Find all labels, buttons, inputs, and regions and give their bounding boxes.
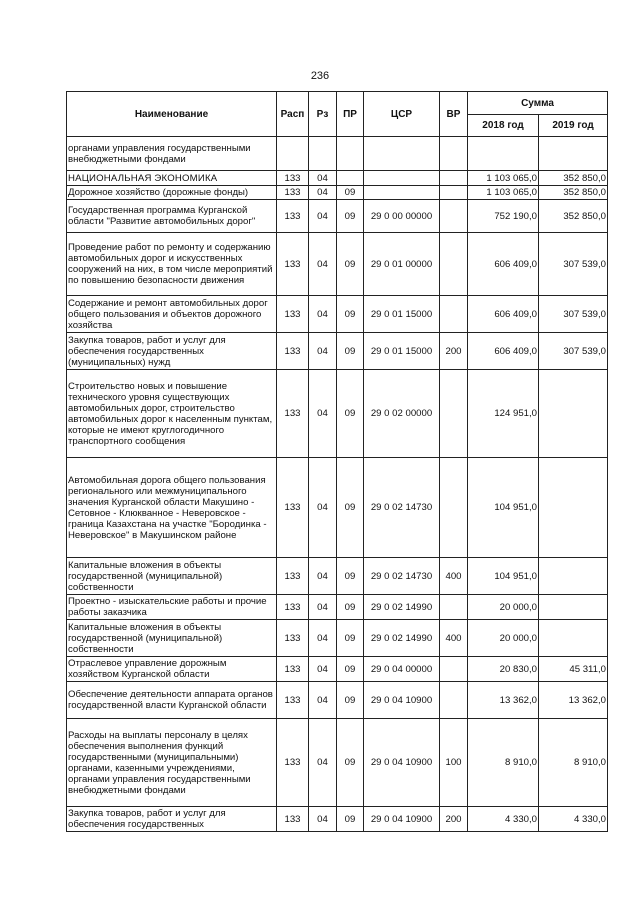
table-row	[67, 558, 608, 595]
page-number: 236	[310, 70, 330, 82]
row-rz: 04	[309, 719, 337, 807]
row-2018: 104 951,0	[468, 558, 539, 595]
row-csr: 29 0 01 00000	[364, 233, 440, 296]
table-row	[67, 657, 608, 682]
row-rasp: 133	[277, 458, 309, 558]
row-rasp	[277, 137, 309, 171]
row-pr: 09	[337, 620, 364, 657]
row-rasp: 133	[277, 807, 309, 832]
row-2018: 13 362,0	[468, 682, 539, 719]
table-row	[67, 186, 608, 200]
row-rz: 04	[309, 171, 337, 186]
header-name: Наименование	[67, 92, 277, 137]
row-pr: 09	[337, 200, 364, 233]
row-pr	[337, 137, 364, 171]
row-2019: 307 539,0	[539, 296, 608, 333]
row-rasp: 133	[277, 200, 309, 233]
row-vr	[440, 296, 468, 333]
row-rasp: 133	[277, 595, 309, 620]
table-row	[67, 719, 608, 807]
row-2018: 752 190,0	[468, 200, 539, 233]
row-rz: 04	[309, 807, 337, 832]
row-csr: 29 0 02 14990	[364, 595, 440, 620]
row-name: Обеспечение деятельности аппарата органов государственной власти Курганской области	[67, 682, 277, 719]
row-name: Отраслевое управление дорожным хозяйством Курганской области	[67, 657, 277, 682]
header-rz: Рз	[309, 92, 337, 137]
row-pr: 09	[337, 595, 364, 620]
row-2019: 352 850,0	[539, 200, 608, 233]
row-vr	[440, 137, 468, 171]
table-row	[67, 233, 608, 296]
row-pr: 09	[337, 333, 364, 370]
row-2018: 606 409,0	[468, 233, 539, 296]
row-2019	[539, 137, 608, 171]
row-pr: 09	[337, 719, 364, 807]
row-name: НАЦИОНАЛЬНАЯ ЭКОНОМИКА	[67, 171, 277, 186]
row-rz: 04	[309, 595, 337, 620]
row-vr: 100	[440, 719, 468, 807]
row-rz: 04	[309, 233, 337, 296]
table-row	[67, 595, 608, 620]
row-name: Закупка товаров, работ и услуг для обеспечения государственных	[67, 807, 277, 832]
row-csr: 29 0 02 14730	[364, 458, 440, 558]
row-2018: 4 330,0	[468, 807, 539, 832]
row-2018: 20 000,0	[468, 595, 539, 620]
row-2018	[468, 137, 539, 171]
row-2018: 104 951,0	[468, 458, 539, 558]
row-name: Проведение работ по ремонту и содержанию автомобильных дорог и искусственных сооружений на них, в том числе мероприятий по повышению безопасности движения	[67, 233, 277, 296]
row-2018: 20 830,0	[468, 657, 539, 682]
row-2018: 1 103 065,0	[468, 186, 539, 200]
row-vr	[440, 370, 468, 458]
row-2018: 124 951,0	[468, 370, 539, 458]
table-row	[67, 296, 608, 333]
header-2018: 2018 год	[468, 115, 539, 137]
row-rasp: 133	[277, 370, 309, 458]
row-2018: 606 409,0	[468, 296, 539, 333]
row-vr	[440, 171, 468, 186]
row-csr: 29 0 02 14990	[364, 620, 440, 657]
row-2019: 13 362,0	[539, 682, 608, 719]
row-rz: 04	[309, 558, 337, 595]
row-rz: 04	[309, 186, 337, 200]
row-2019	[539, 595, 608, 620]
row-2018: 8 910,0	[468, 719, 539, 807]
row-csr: 29 0 04 10900	[364, 719, 440, 807]
header-rasp: Расп	[277, 92, 309, 137]
table-row	[67, 200, 608, 233]
row-vr	[440, 458, 468, 558]
header-vr: ВР	[440, 92, 468, 137]
row-vr	[440, 657, 468, 682]
row-rz: 04	[309, 682, 337, 719]
row-rasp: 133	[277, 620, 309, 657]
row-csr: 29 0 04 10900	[364, 807, 440, 832]
row-rz: 04	[309, 370, 337, 458]
table-row	[67, 333, 608, 370]
row-pr: 09	[337, 370, 364, 458]
row-2018: 606 409,0	[468, 333, 539, 370]
row-pr: 09	[337, 186, 364, 200]
row-name: Дорожное хозяйство (дорожные фонды)	[67, 186, 277, 200]
row-rz: 04	[309, 458, 337, 558]
row-rz: 04	[309, 200, 337, 233]
row-2019: 307 539,0	[539, 333, 608, 370]
row-vr	[440, 233, 468, 296]
budget-table	[66, 91, 608, 832]
row-name: Проектно - изыскательские работы и прочие работы заказчика	[67, 595, 277, 620]
row-vr	[440, 186, 468, 200]
row-rasp: 133	[277, 233, 309, 296]
row-name: Капитальные вложения в объекты государственной (муниципальной) собственности	[67, 620, 277, 657]
row-vr: 400	[440, 620, 468, 657]
header-csr: ЦСР	[364, 92, 440, 137]
table-row	[67, 370, 608, 458]
row-2019	[539, 620, 608, 657]
row-pr: 09	[337, 558, 364, 595]
row-2018: 20 000,0	[468, 620, 539, 657]
row-rasp: 133	[277, 186, 309, 200]
table-row	[67, 171, 608, 186]
row-csr: 29 0 02 00000	[364, 370, 440, 458]
table-row	[67, 682, 608, 719]
row-csr	[364, 137, 440, 171]
row-rasp: 133	[277, 333, 309, 370]
row-2019: 4 330,0	[539, 807, 608, 832]
header-sum: Сумма	[468, 92, 608, 115]
row-vr	[440, 595, 468, 620]
row-csr: 29 0 01 15000	[364, 296, 440, 333]
row-pr: 09	[337, 657, 364, 682]
row-name: Строительство новых и повышение технического уровня существующих автомобильных дорог, строительство автомобильных дорог к населенным пунктам, которые не имеют круглогодичного транспортного сообщения	[67, 370, 277, 458]
row-rasp: 133	[277, 682, 309, 719]
row-2019	[539, 558, 608, 595]
row-name: Закупка товаров, работ и услуг для обеспечения государственных (муниципальных) нужд	[67, 333, 277, 370]
row-2019	[539, 370, 608, 458]
row-rz: 04	[309, 333, 337, 370]
row-pr: 09	[337, 682, 364, 719]
row-name: Капитальные вложения в объекты государственной (муниципальной) собственности	[67, 558, 277, 595]
header-2019: 2019 год	[539, 115, 608, 137]
row-name: Государственная программа Курганской области "Развитие автомобильных дорог"	[67, 200, 277, 233]
row-name: органами управления государственными внебюджетными фондами	[67, 137, 277, 171]
row-2019: 307 539,0	[539, 233, 608, 296]
row-name: Автомобильная дорога общего пользования регионального или межмуниципального значения Курганской области Макушино - Сетовное - Клюкванное - Неверовское - граница Казахстана на участке "Бородинка - Неверовское" в Макушинском районе	[67, 458, 277, 558]
table-row	[67, 137, 608, 171]
row-csr: 29 0 04 00000	[364, 657, 440, 682]
row-csr	[364, 171, 440, 186]
row-2019: 352 850,0	[539, 186, 608, 200]
row-pr: 09	[337, 296, 364, 333]
row-csr: 29 0 00 00000	[364, 200, 440, 233]
row-rasp: 133	[277, 296, 309, 333]
row-vr	[440, 200, 468, 233]
row-rasp: 133	[277, 657, 309, 682]
row-2019	[539, 458, 608, 558]
row-rz: 04	[309, 296, 337, 333]
row-rz	[309, 137, 337, 171]
row-pr	[337, 171, 364, 186]
row-2019: 352 850,0	[539, 171, 608, 186]
row-vr: 200	[440, 807, 468, 832]
row-rasp: 133	[277, 171, 309, 186]
row-vr: 400	[440, 558, 468, 595]
row-csr: 29 0 01 15000	[364, 333, 440, 370]
row-vr: 200	[440, 333, 468, 370]
row-csr: 29 0 04 10900	[364, 682, 440, 719]
table-row	[67, 620, 608, 657]
row-2019: 45 311,0	[539, 657, 608, 682]
row-vr	[440, 682, 468, 719]
header-pr: ПР	[337, 92, 364, 137]
row-name: Расходы на выплаты персоналу в целях обеспечения выполнения функций государственными (муниципальными) органами, казенными учреждениями, органами управления государственными внебюджетными фондами	[67, 719, 277, 807]
row-rasp: 133	[277, 558, 309, 595]
row-csr: 29 0 02 14730	[364, 558, 440, 595]
row-pr: 09	[337, 233, 364, 296]
row-rasp: 133	[277, 719, 309, 807]
row-2019: 8 910,0	[539, 719, 608, 807]
row-rz: 04	[309, 620, 337, 657]
row-csr	[364, 186, 440, 200]
row-pr: 09	[337, 807, 364, 832]
row-2018: 1 103 065,0	[468, 171, 539, 186]
table-row	[67, 458, 608, 558]
row-name: Содержание и ремонт автомобильных дорог общего пользования и объектов дорожного хозяйства	[67, 296, 277, 333]
row-rz: 04	[309, 657, 337, 682]
row-pr: 09	[337, 458, 364, 558]
table-row	[67, 807, 608, 832]
